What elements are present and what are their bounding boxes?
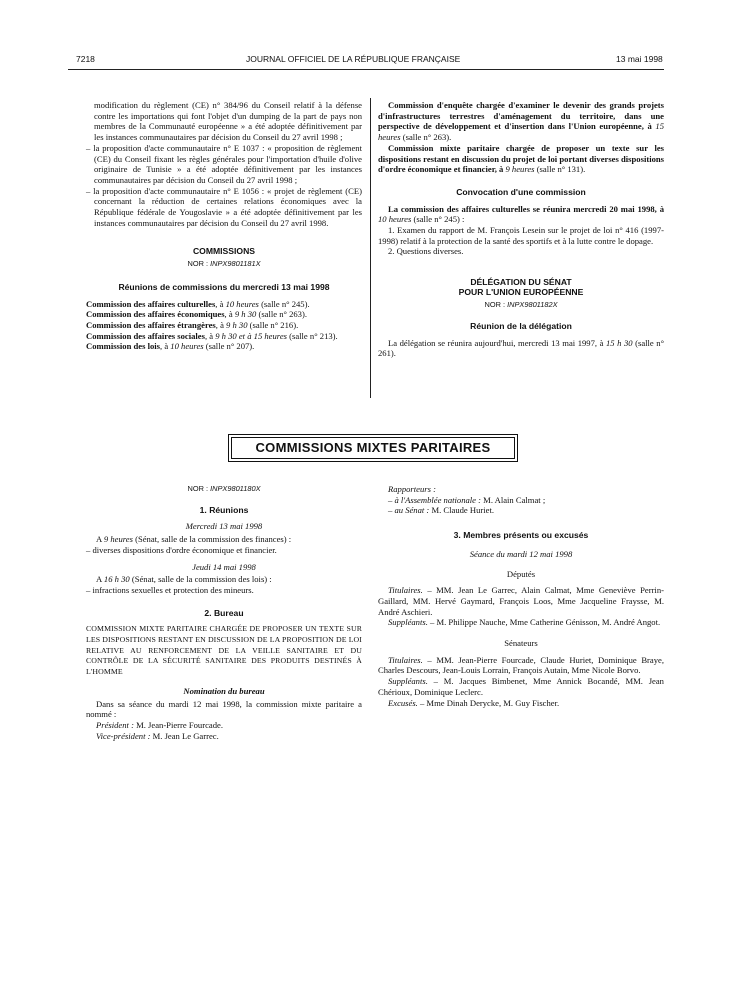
left-bottom-column: [86, 484, 362, 741]
paragraph: – la proposition d'acte communautaire n° E 1056 : « projet de règlement (CE) concernant la réduction de certaines relations économiques avec la République fédérale de Yougoslavie » a été adoptée définitivement par les instances communautaires par décision du Conseil du 27 avril 1998.: [86, 185, 362, 228]
paragraph: 2. Questions diverses.: [388, 246, 464, 257]
paragraph: Titulaires. – MM. Jean Le Garrec, Alain Calmat, Mme Geneviève Perrin-Gaillard, MM. Hervé Gaymard, François Loos, Mme Jacqueline Fraysse, M. André Aschieri.: [378, 585, 664, 617]
date-heading: Mercredi 13 mai 1998: [185, 521, 263, 532]
paragraph: A 9 heures (Sénat, salle de la commission des finances) :: [96, 534, 292, 545]
page-header: [0, 54, 731, 70]
right-bottom-column: [378, 484, 664, 708]
meetings-list: [86, 299, 362, 353]
paragraph: – diverses dispositions d'ordre économique et financier.: [86, 544, 277, 555]
paragraph: – au Sénat : M. Claude Huriet.: [388, 505, 494, 516]
issue-date: 13 mai 1998: [616, 54, 663, 64]
list-item: Commission des affaires culturelles, à 10 heures (salle n° 245).: [86, 298, 310, 309]
group-heading: Sénateurs: [504, 638, 538, 649]
date-heading: Séance du mardi 12 mai 1998: [469, 548, 573, 559]
nor-reference: NOR : INPX9801180X: [187, 484, 261, 493]
page-number: 7218: [76, 54, 95, 64]
subsection-title: Réunions de commissions du mercredi 13 mai 1998: [118, 281, 330, 292]
paragraph: Commission mixte paritaire chargée de proposer un texte sur les dispositions restant en discussion du projet de loi portant diverses dispositions d'ordre économique et financier, à 9 heures (salle n° 131).: [378, 142, 664, 175]
group-heading: Députés: [506, 568, 536, 579]
paragraph: Suppléants. – M. Philippe Nauche, Mme Catherine Génisson, M. André Angot.: [388, 617, 661, 628]
section-banner: [228, 434, 518, 462]
paragraph: Président : M. Jean-Pierre Fourcade.: [96, 719, 223, 730]
header-rule: [68, 69, 664, 70]
paragraph: Suppléants. – M. Jacques Bimbenet, Mme Annick Bocandé, MM. Jean Chérioux, Dominique Leclerc.: [378, 676, 664, 697]
subsection-title: Réunion de la délégation: [470, 320, 572, 331]
paragraph: La délégation se réunira aujourd'hui, mercredi 13 mai 1997, à 15 h 30 (salle n° 261).: [378, 337, 665, 359]
section-title: 2. Bureau: [204, 607, 244, 618]
paragraph: La commission des affaires culturelles se réunira mercredi 20 mai 1998, à 10 heures (salle n° 245) :: [378, 203, 664, 225]
section-title: COMMISSIONS: [192, 246, 256, 257]
paragraph: COMMISSION MIXTE PARITAIRE CHARGÉE DE PROPOSER UN TEXTE SUR LES DISPOSITIONS RESTANT EN DISCUSSION DE LA PROPOSITION DE LOI RELATIVE AU RENFORCEMENT DE LA VEILLE SANITAIRE ET DU CONTRÔLE DE LA SÉCURITÉ SANITAIRE DES PRODUITS DESTINÉS À L'HOMME: [86, 624, 362, 677]
column-divider: [370, 98, 371, 398]
paragraph: Commission d'enquête chargée d'examiner le devenir des grands projets d'infrastructures terrestres d'aménagement du territoire, dans une perspective de développement et d'insertion dans l'Union européenne, à 15 heures (salle n° 263).: [378, 100, 664, 143]
paragraph: Rapporteurs :: [388, 484, 436, 494]
journal-title: JOURNAL OFFICIEL DE LA RÉPUBLIQUE FRANÇAISE: [246, 54, 461, 64]
paragraph: – à l'Assemblée nationale : M. Alain Calmat ;: [388, 494, 546, 505]
nor-reference: NOR : INPX9801182X: [484, 300, 558, 310]
paragraph: – la proposition d'acte communautaire n° E 1037 : « proposition de règlement (CE) du Conseil fixant les règles générales pour l'importation d'huile d'olive originaire de Tunisie » a été adoptée définitivement par les instances communautaires par décision du Conseil du 27 avril 1998 ;: [86, 142, 362, 185]
section-title: DÉLÉGATION DU SÉNAT POUR L'UNION EUROPÉENNE: [458, 277, 584, 298]
paragraph: Excusés. – Mme Dinah Derycke, M. Guy Fischer.: [388, 697, 560, 708]
list-item: Commission des affaires étrangères, à 9 h 30 (salle n° 216).: [86, 319, 299, 330]
paragraph: Titulaires. – MM. Jean-Pierre Fourcade, Claude Huriet, Dominique Braye, Charles Descours, Jean-Louis Lorrain, François Autain, Mme Nicole Borvo.: [378, 654, 664, 676]
paragraph: modification du règlement (CE) n° 384/96 du Conseil relatif à la défense contre les importations qui font l'objet d'un dumping de la part de pays non membres de la Communauté européenne » a été adoptée définitivement par les instances communautaires par décision du Conseil du 27 avril 1998 ;: [94, 100, 362, 143]
paragraph: Vice-président : M. Jean Le Garrec.: [96, 730, 219, 741]
banner-title: COMMISSIONS MIXTES PARITAIRES: [231, 437, 515, 459]
list-item: Commission des affaires économiques, à 9 h 30 (salle n° 263).: [86, 309, 307, 320]
list-item: Commission des lois, à 10 heures (salle n° 207).: [86, 341, 255, 352]
section-title: Convocation d'une commission: [456, 186, 586, 197]
paragraph: A 16 h 30 (Sénat, salle de la commission des lois) :: [96, 574, 272, 585]
paragraph: – infractions sexuelles et protection des mineurs.: [86, 584, 254, 595]
paragraph: Dans sa séance du mardi 12 mai 1998, la commission mixte paritaire a nommé :: [86, 698, 362, 720]
right-top-column: [378, 100, 664, 359]
date-heading: Jeudi 14 mai 1998: [192, 561, 256, 572]
list-item: Commission des affaires sociales, à 9 h 30 et à 15 heures (salle n° 213).: [86, 330, 338, 341]
section-title: 3. Membres présents ou excusés: [453, 530, 589, 541]
paragraph: 1. Examen du rapport de M. François Lesein sur le projet de loi n° 416 (1997-1998) relatif à la protection de la santé des sportifs et à la lutte contre le dopage.: [378, 225, 664, 246]
left-top-column: [86, 100, 362, 352]
subsection-title: Nomination du bureau: [183, 685, 265, 696]
nor-reference: NOR : INPX9801181X: [187, 259, 261, 269]
section-title: 1. Réunions: [199, 504, 249, 515]
